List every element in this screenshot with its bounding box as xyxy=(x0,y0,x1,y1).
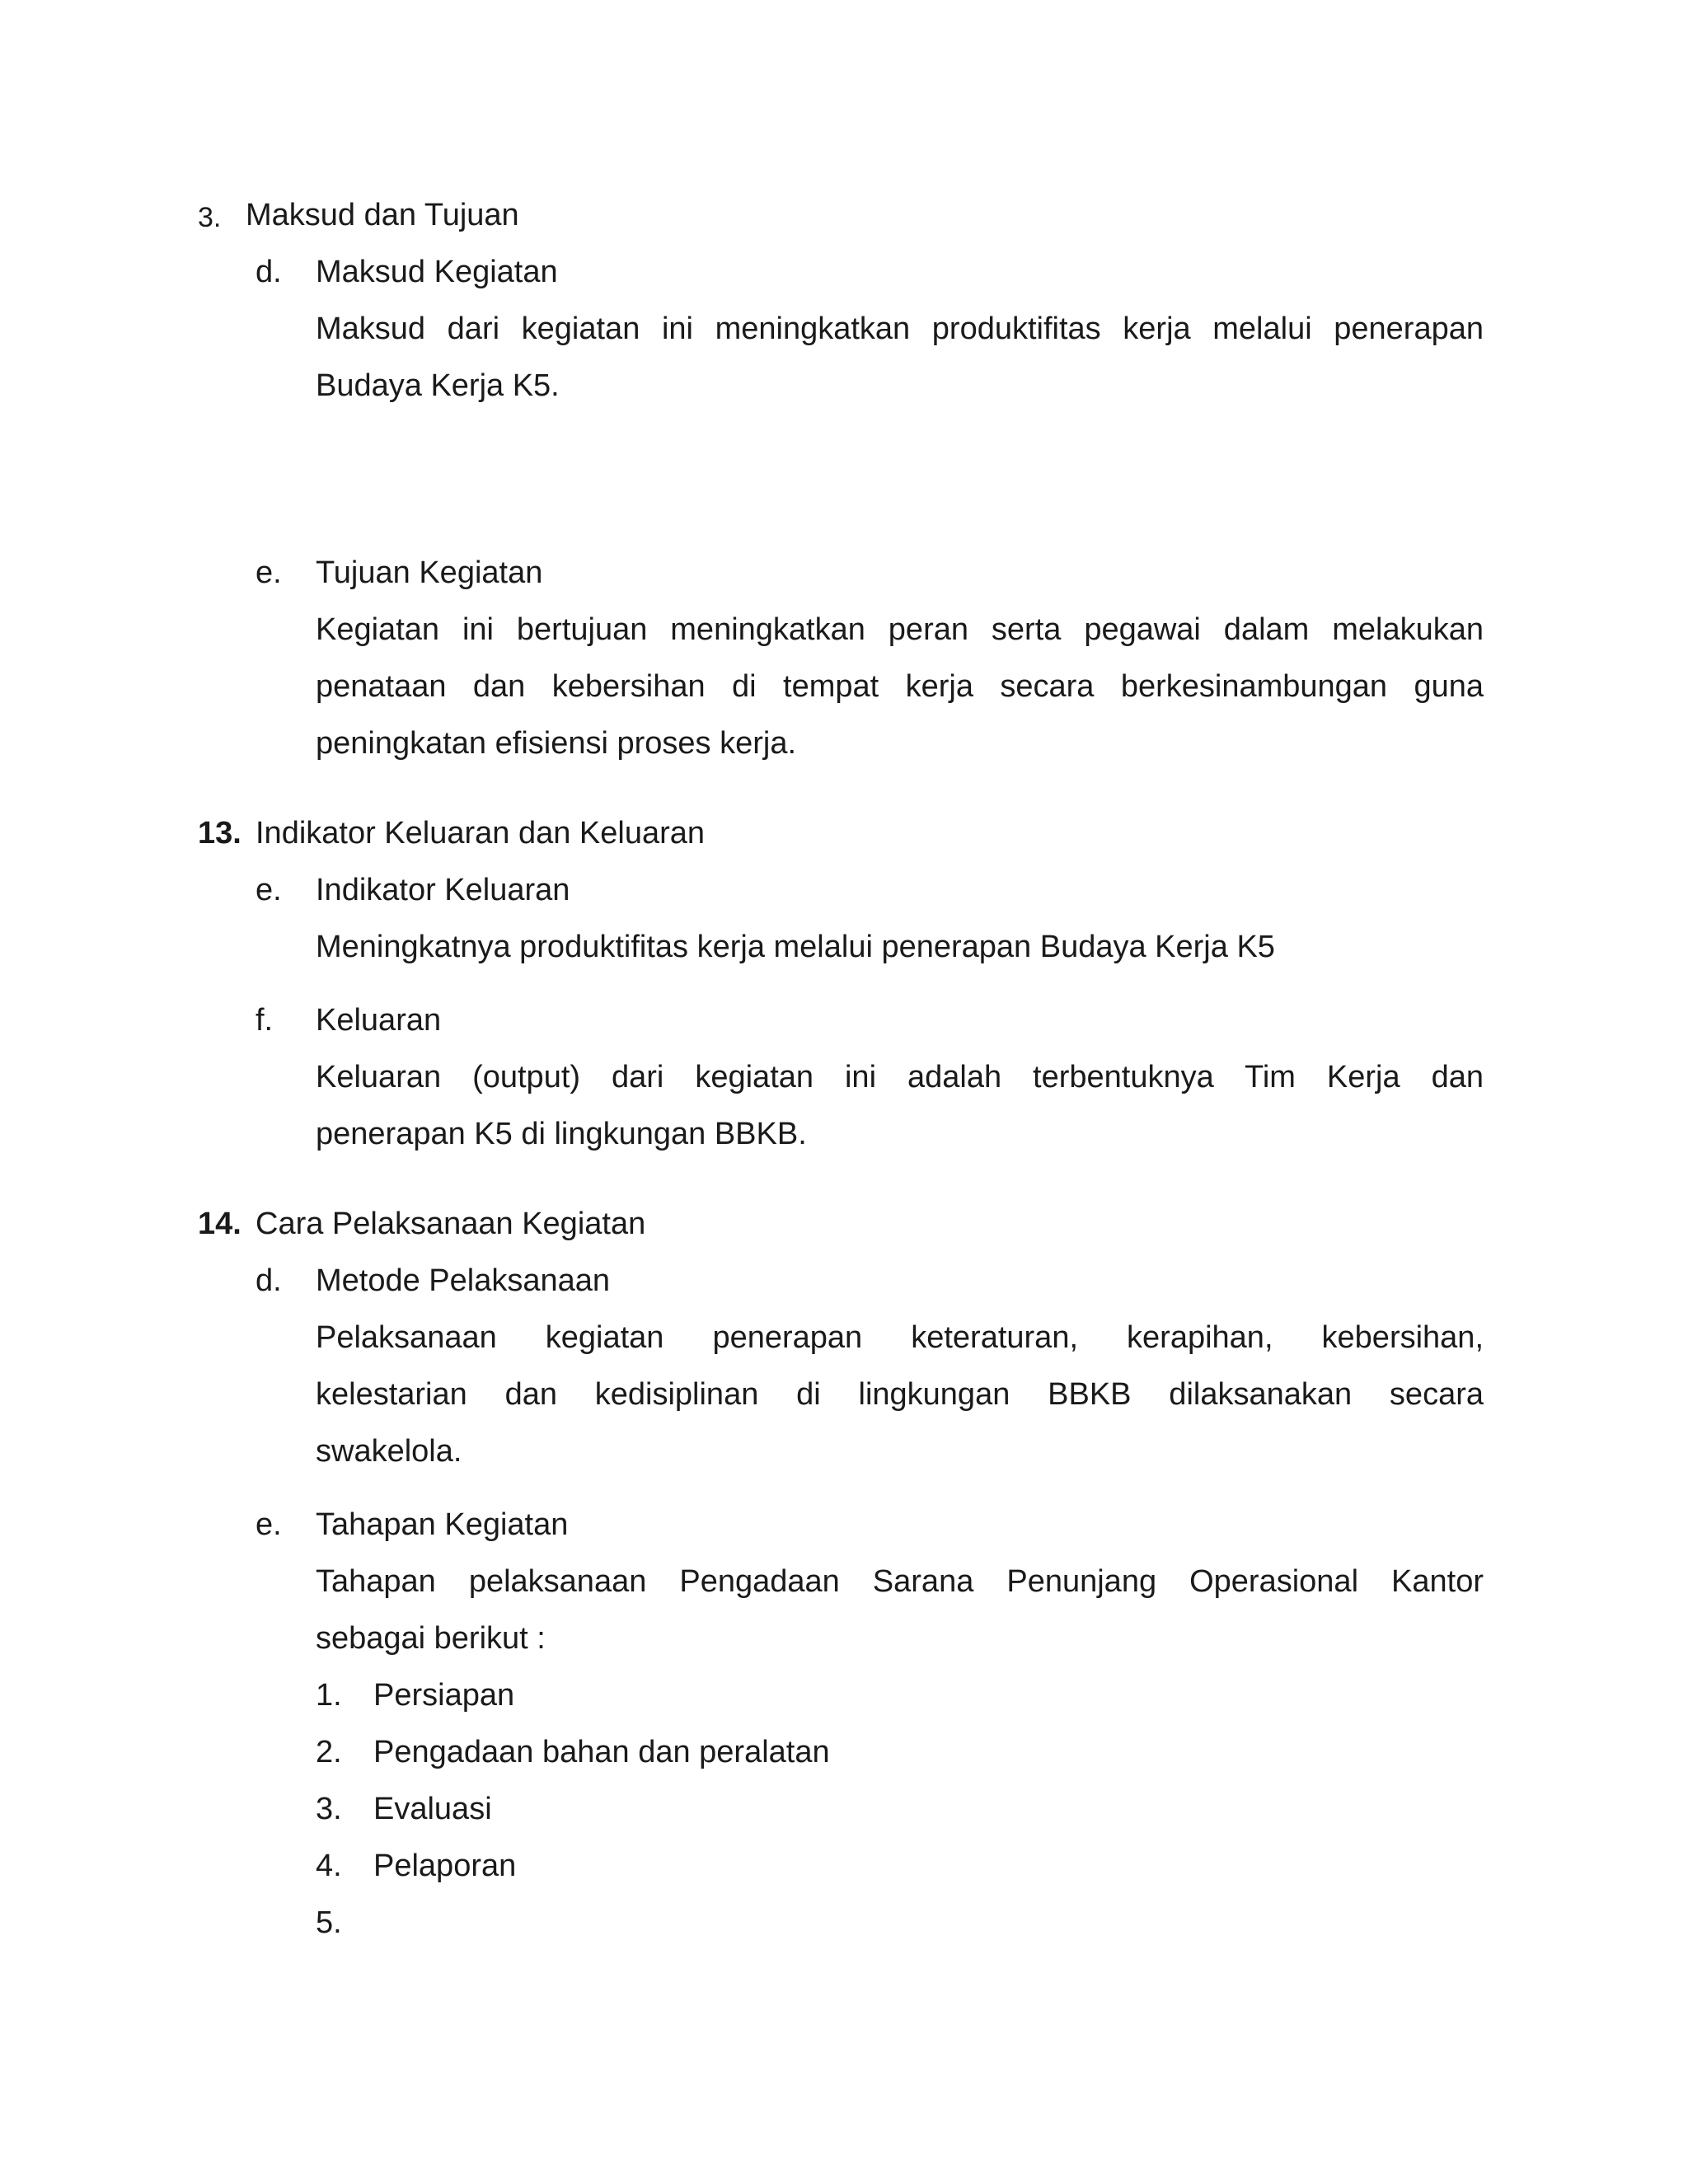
item-heading: Maksud Kegiatan xyxy=(316,255,558,289)
paragraph-line: Pelaksanaan kegiatan penerapan keteraturan, kerapihan, kebersihan, xyxy=(316,1320,1484,1355)
paragraph-line: Kegiatan ini bertujuan meningkatkan peran serta pegawai dalam melakukan xyxy=(316,612,1484,647)
step-text: Pelaporan xyxy=(373,1849,517,1883)
step-text: Evaluasi xyxy=(373,1792,492,1826)
paragraph-line: Tahapan pelaksanaan Pengadaan Sarana Penunjang Operasional Kantor xyxy=(316,1564,1484,1599)
step-number: 4. xyxy=(316,1849,342,1883)
paragraph-line: penataan dan kebersihan di tempat kerja secara berkesinambungan guna xyxy=(316,669,1484,704)
section-title: Cara Pelaksanaan Kegiatan xyxy=(256,1207,646,1241)
paragraph-line: Keluaran (output) dari kegiatan ini adalah terbentuknya Tim Kerja dan xyxy=(316,1060,1484,1094)
item-letter: f. xyxy=(256,1003,274,1038)
item-heading: Metode Pelaksanaan xyxy=(316,1263,611,1298)
step-text: Pengadaan bahan dan peralatan xyxy=(373,1735,830,1769)
step-number: 3. xyxy=(316,1792,342,1826)
item-letter: d. xyxy=(256,255,282,289)
item-heading: Indikator Keluaran xyxy=(316,873,570,907)
paragraph-line: swakelola. xyxy=(316,1434,462,1469)
item-letter: e. xyxy=(256,1507,282,1542)
item-heading: Tujuan Kegiatan xyxy=(316,555,543,590)
section-number: 13. xyxy=(198,816,241,851)
section-number: 14. xyxy=(198,1207,241,1241)
item-letter: d. xyxy=(256,1263,282,1298)
item-letter: e. xyxy=(256,873,282,907)
step-number: 2. xyxy=(316,1735,342,1769)
item-heading: Tahapan Kegiatan xyxy=(316,1507,569,1542)
paragraph-line: Meningkatnya produktifitas kerja melalui penerapan Budaya Kerja K5 xyxy=(316,930,1275,964)
item-heading: Keluaran xyxy=(316,1003,442,1038)
section-title: Maksud dan Tujuan xyxy=(246,198,519,232)
paragraph-line: Maksud dari kegiatan ini meningkatkan produktifitas kerja melalui penerapan xyxy=(316,312,1484,346)
item-letter: e. xyxy=(256,555,282,590)
paragraph-line: penerapan K5 di lingkungan BBKB. xyxy=(316,1117,807,1151)
paragraph-line: peningkatan efisiensi proses kerja. xyxy=(316,726,797,761)
paragraph-line: sebagai berikut : xyxy=(316,1621,546,1656)
section-title: Indikator Keluaran dan Keluaran xyxy=(256,816,706,851)
step-text: Persiapan xyxy=(373,1678,515,1713)
step-number: 1. xyxy=(316,1678,342,1713)
step-number: 5. xyxy=(316,1905,342,1940)
section-number: 3. xyxy=(198,202,222,233)
paragraph-line: kelestarian dan kedisiplinan di lingkungan BBKB dilaksanakan secara xyxy=(316,1377,1484,1412)
paragraph-line: Budaya Kerja K5. xyxy=(316,368,560,403)
